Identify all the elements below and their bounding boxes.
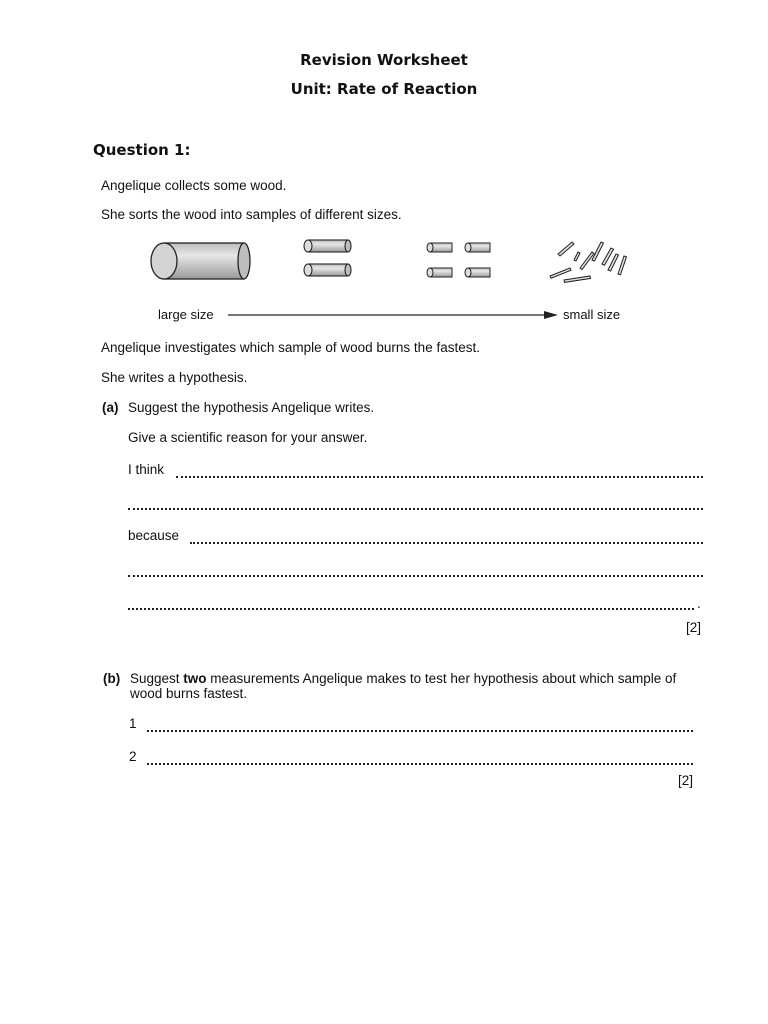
part-b-marks: [2] <box>678 773 694 788</box>
measurement-number-2: 2 <box>129 749 137 764</box>
part-b-prompt <box>130 671 676 686</box>
part-a-prompt: Suggest the hypothesis Angelique writes. <box>128 400 375 415</box>
answer-line-a1[interactable] <box>176 476 703 478</box>
part-b-prompt-emphasis: two <box>183 671 207 686</box>
intro-line-1: Angelique collects some wood. <box>101 178 287 193</box>
part-b-label: (b) <box>103 671 121 686</box>
question-heading: Question 1: <box>93 141 191 159</box>
answer-line-a2[interactable] <box>128 508 703 510</box>
part-a-instruction: Give a scientific reason for your answer. <box>128 430 368 445</box>
answer-line-a5[interactable] <box>128 608 694 610</box>
large-log-icon <box>151 243 250 279</box>
part-a-label: (a) <box>102 400 119 415</box>
because-label: because <box>128 528 180 543</box>
wood-samples-figure <box>140 230 640 330</box>
part-a-marks: [2] <box>686 620 702 635</box>
part-b-prompt-end: measurements Angelique makes to test her hypothesis about which sample of <box>206 671 677 686</box>
large-size-label: large size <box>158 307 214 322</box>
i-think-label: I think <box>128 462 165 477</box>
intro-line-3: Angelique investigates which sample of wood burns the fastest. <box>101 340 480 355</box>
answer-line-b2[interactable] <box>147 763 693 765</box>
worksheet-unit: Unit: Rate of Reaction <box>290 80 478 98</box>
measurement-number-1: 1 <box>129 716 137 731</box>
answer-line-b1[interactable] <box>147 730 693 732</box>
intro-line-2: She sorts the wood into samples of different sizes. <box>101 207 402 222</box>
intro-line-4: She writes a hypothesis. <box>101 370 248 385</box>
medium-sticks-icon <box>304 240 351 276</box>
part-b-prompt-start: Suggest <box>130 671 184 686</box>
small-size-label: small size <box>563 307 621 322</box>
answer-line-a3[interactable] <box>190 542 703 544</box>
answer-trailing-dot: . <box>697 596 701 611</box>
worksheet-title: Revision Worksheet <box>300 51 468 69</box>
answer-line-a4[interactable] <box>128 575 703 577</box>
small-pieces-icon <box>427 243 490 277</box>
part-b-prompt-line2: wood burns fastest. <box>130 686 248 701</box>
wood-shavings-icon <box>550 242 627 282</box>
size-arrow-icon <box>228 311 558 319</box>
